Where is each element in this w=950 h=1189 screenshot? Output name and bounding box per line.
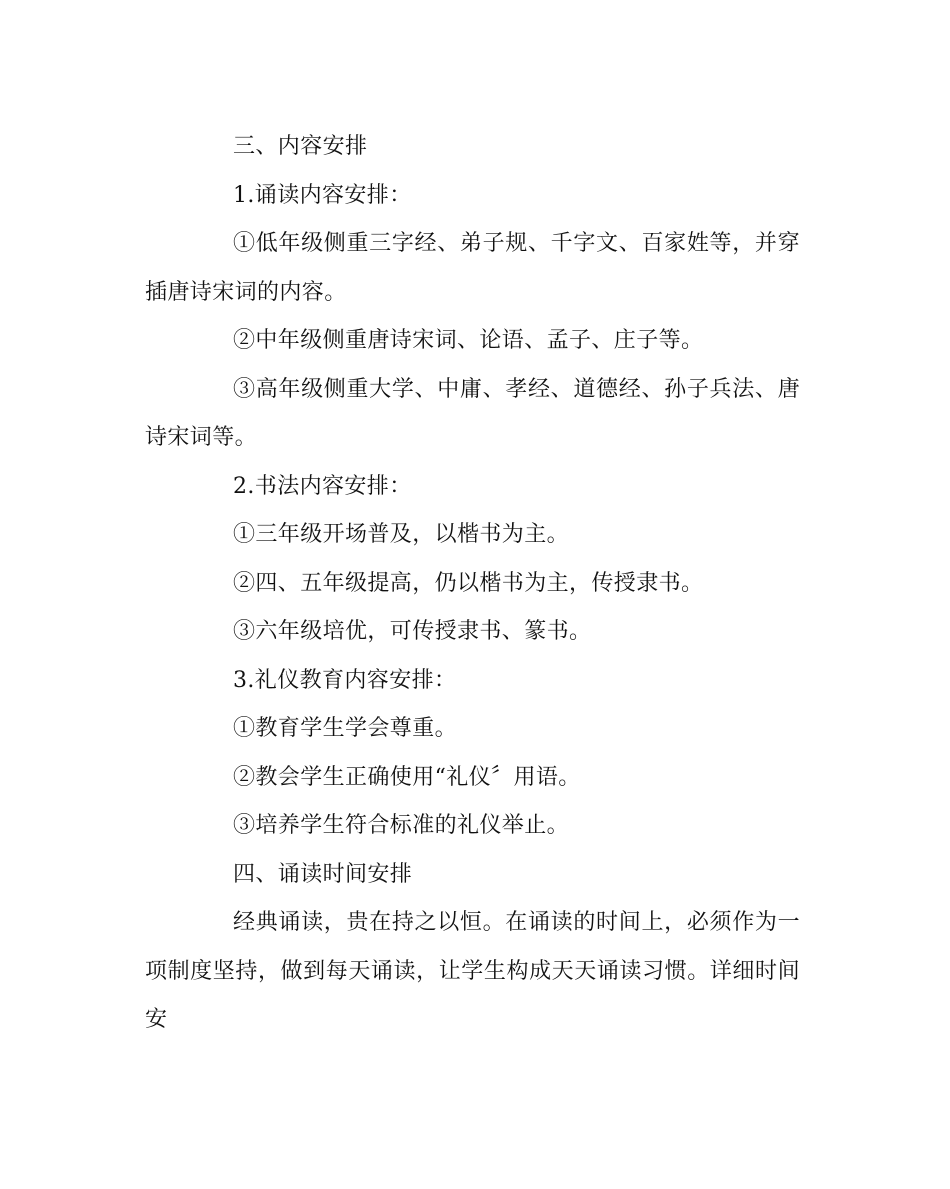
- section-heading-reading-time: 四、诵读时间安排: [233, 861, 413, 887]
- paragraph-grade-four-five: ②四、五年级提高，仍以楷书为主，传授隶书。: [233, 570, 704, 596]
- subheading-etiquette-content: 3.礼仪教育内容安排：: [233, 667, 457, 693]
- paragraph-respect: ①教育学生学会尊重。: [233, 716, 458, 741]
- paragraph-grade-six: ③六年级培优，可传授隶书、篆书。: [233, 619, 592, 644]
- paragraph-grade-three: ①三年级开场普及，以楷书为主。: [233, 522, 570, 547]
- document-page: [145, 123, 800, 1045]
- subheading-reading-content: 1.诵读内容安排：: [233, 182, 412, 208]
- paragraph-lower-grades: ①低年级侧重三字经、弟子规、千字文、百家姓等，并穿插唐诗宋词的内容。: [145, 231, 800, 305]
- paragraph-polite-language: ②教会学生正确使用“礼仪〞用语。: [233, 764, 581, 790]
- section-heading-content: 三、内容安排: [233, 134, 368, 159]
- subheading-calligraphy-content: 2.书法内容安排：: [233, 473, 412, 499]
- paragraph-persistence: 经典诵读，贵在持之以恒。在诵读的时间上，必须作为一项制度坚持，做到每天诵读，让学生构成天天诵读习惯。详细时间安: [145, 910, 800, 1032]
- paragraph-middle-grades: ②中年级侧重唐诗宋词、论语、孟子、庄子等。: [233, 328, 704, 353]
- paragraph-etiquette-behavior: ③培养学生符合标准的礼仪举止。: [233, 813, 570, 838]
- paragraph-upper-grades: ③高年级侧重大学、中庸、孝经、道德经、孙子兵法、唐诗宋词等。: [145, 376, 800, 450]
